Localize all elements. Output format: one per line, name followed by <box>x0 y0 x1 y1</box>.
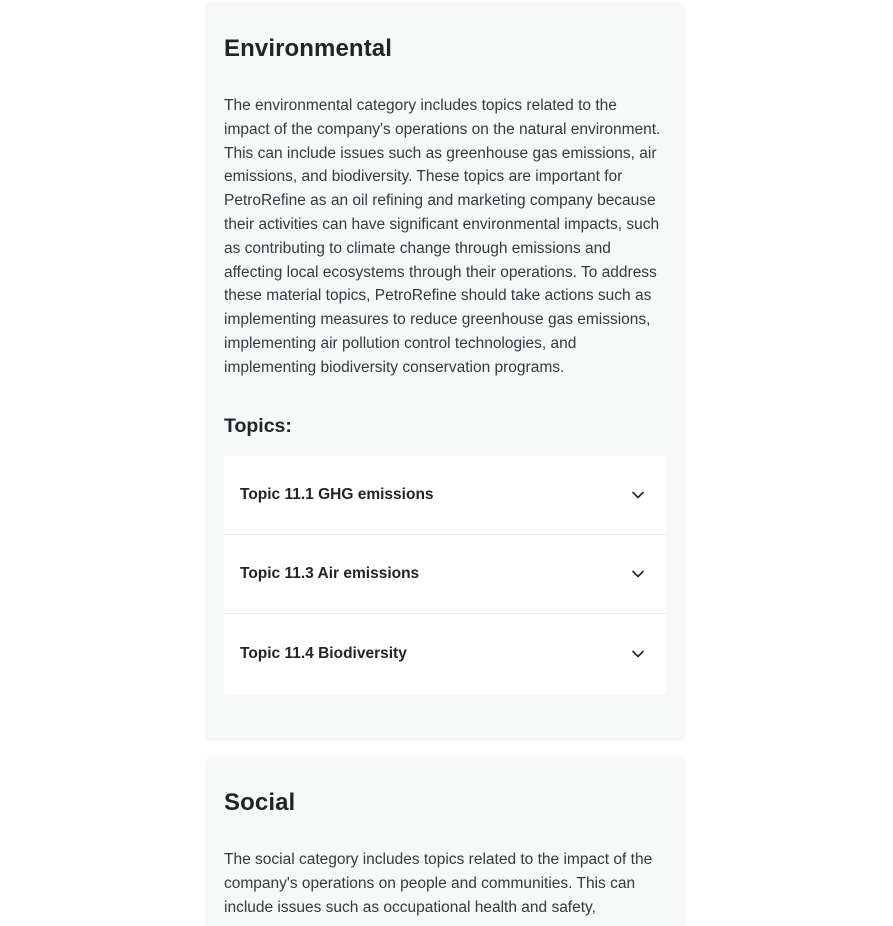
chevron-down-icon[interactable] <box>630 646 646 662</box>
environmental-card <box>207 3 683 738</box>
accordion-item-label: Topic 11.4 Biodiversity <box>240 644 407 662</box>
environmental-title: Environmental <box>224 35 392 62</box>
environmental-description: The environmental category includes topics related to the impact of the company's operations on the natural environment. This can include issues such as greenhouse gas emissions, air emissions, and biodiversity. These topics are important for PetroRefine as an oil refining and marketing company because their activities can have significant environmental impacts, such as contributing to climate change through emissions and affecting local ecosystems through their operations. To address these material topics, PetroRefine should take actions such as implementing measures to reduce greenhouse gas emissions, implementing air pollution control technologies, and implementing biodiversity conservation programs. <box>224 97 661 376</box>
social-title: Social <box>224 789 296 816</box>
chevron-down-icon[interactable] <box>630 487 646 503</box>
topics-heading: Topics: <box>224 414 292 437</box>
chevron-down-icon[interactable] <box>630 566 646 582</box>
accordion-item-label: Topic 11.3 Air emissions <box>240 564 420 582</box>
social-description: The social category includes topics related to the impact of the company's operations on people and communities. This can include issues such as occupational health and safety, <box>224 851 653 916</box>
topics-accordion <box>224 456 666 694</box>
accordion-item-ghg-emissions[interactable] <box>224 456 666 535</box>
accordion-item-biodiversity[interactable] <box>224 614 666 694</box>
accordion-item-label: Topic 11.1 GHG emissions <box>240 485 434 503</box>
accordion-item-air-emissions[interactable] <box>224 535 666 614</box>
social-card <box>207 757 683 926</box>
